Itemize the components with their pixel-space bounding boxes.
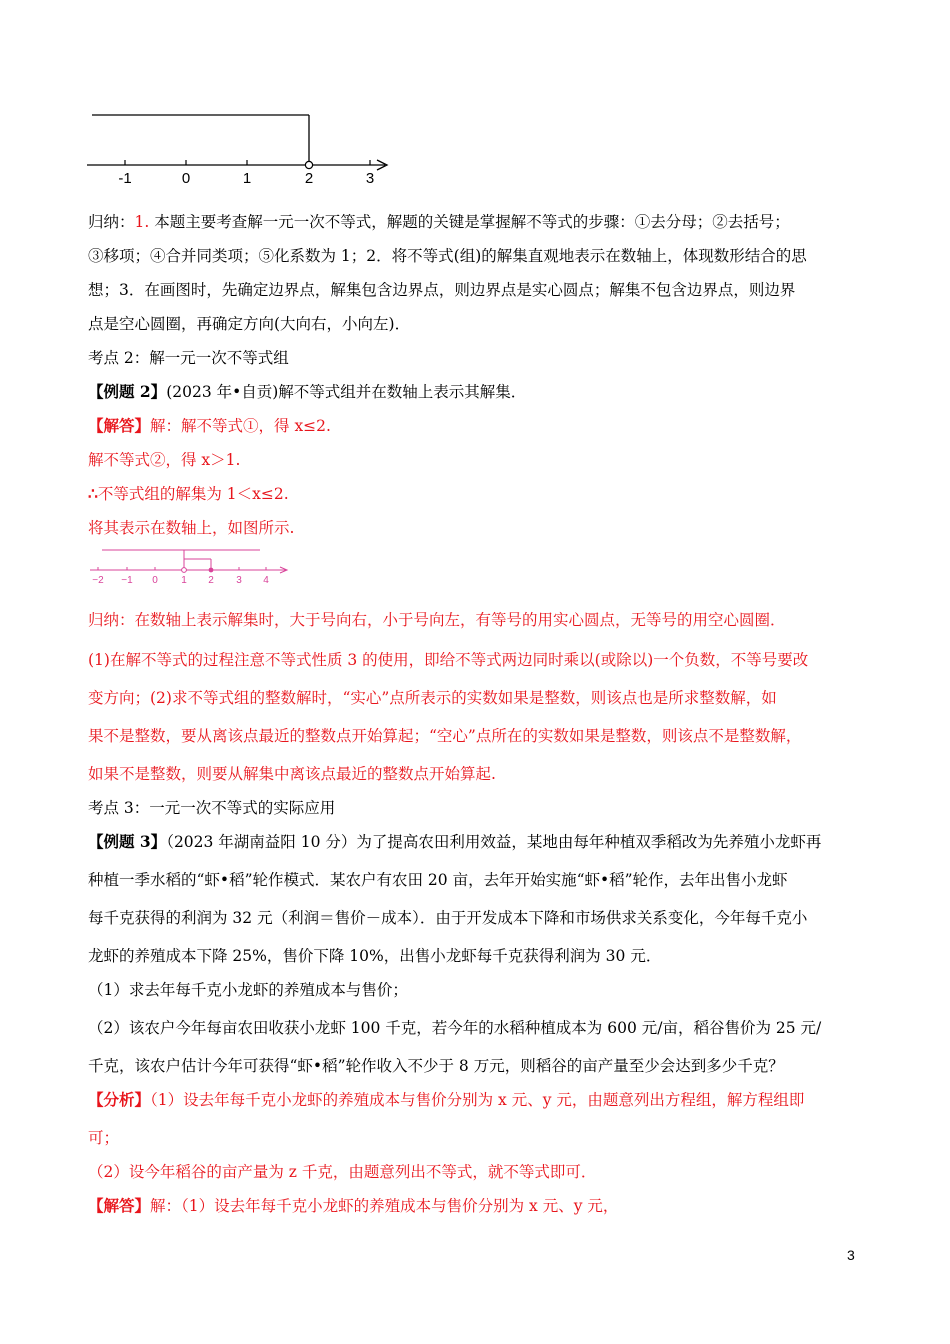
text-line xyxy=(88,980,910,1000)
text-line xyxy=(88,212,910,232)
tick-label: 1 xyxy=(242,170,252,187)
tick-label: 3 xyxy=(236,575,242,586)
text-segment: 【解答】 xyxy=(88,416,151,435)
text-line xyxy=(88,650,910,670)
text-segment: 【分析】 xyxy=(88,1090,151,1109)
text-segment: （2）该农户今年每亩农田收获小龙虾 100 千克，若今年的水稻种植成本为 600 元/亩，稻谷售价为 25 元/ xyxy=(88,1019,822,1037)
text-line xyxy=(88,870,910,890)
text-segment: 本题主要考查解一元一次不等式，解题的关键是掌握解不等式的步骤：①去分母；②去括号； xyxy=(149,213,790,231)
text-segment: 解不等式②，得 x＞1. xyxy=(88,451,241,469)
text-segment: （2）设今年稻谷的亩产量为 z 千克，由题意列出不等式，就不等式即可． xyxy=(88,1163,597,1181)
text-line xyxy=(88,1162,910,1182)
text-line xyxy=(88,348,910,368)
open-endpoint xyxy=(182,568,187,573)
text-segment: 归纳： xyxy=(88,213,135,231)
text-segment: 【例题 3】 xyxy=(88,832,167,851)
text-segment: 1. xyxy=(134,213,150,231)
text-segment: 不等式组的解集为 1＜x≤2. xyxy=(97,485,289,503)
text-line xyxy=(88,484,910,504)
text-line xyxy=(88,832,910,852)
number-line-2 xyxy=(88,545,298,585)
text-segment: 如果不是整数，则要从解集中离该点最近的整数点开始算起. xyxy=(88,765,496,783)
text-line xyxy=(88,610,910,630)
tick-label: −2 xyxy=(92,575,104,586)
text-segment: 【例题 2】 xyxy=(88,382,167,401)
text-line xyxy=(88,518,910,538)
text-segment: 解：解不等式①，得 x≤2. xyxy=(150,417,331,435)
text-line xyxy=(88,1196,910,1216)
text-line xyxy=(88,908,910,928)
text-line xyxy=(88,1128,910,1148)
text-line xyxy=(88,416,910,436)
page-number: 3 xyxy=(847,1247,855,1263)
text-segment: 想；3．在画图时，先确定边界点，解集包含边界点，则边界点是实心圆点；解集不包含边界点，则边界 xyxy=(88,281,796,299)
text-segment: 解：（1）设去年每千克小龙虾的养殖成本与售价分别为 x 元、y 元， xyxy=(150,1197,619,1215)
text-line xyxy=(88,382,910,402)
tick-label: 0 xyxy=(152,575,158,586)
tick-label: 0 xyxy=(181,170,191,187)
text-segment: 考点 2：解一元一次不等式组 xyxy=(88,349,289,367)
tick-label: −1 xyxy=(121,575,133,586)
text-line xyxy=(88,314,910,334)
text-line xyxy=(88,280,910,300)
text-segment: （1）求去年每千克小龙虾的养殖成本与售价； xyxy=(88,981,408,999)
tick-label: 2 xyxy=(304,170,314,187)
tick-label: 3 xyxy=(365,170,375,187)
text-line xyxy=(88,450,910,470)
text-line xyxy=(88,726,910,746)
text-segment: ③移项；④合并同类项；⑤化系数为 1；2．将不等式(组)的解集直观地表示在数轴上，体现数形结合的思 xyxy=(88,247,807,265)
text-segment: （2023 年湖南益阳 10 分）为了提高农田利用效益，某地由每年种植双季稻改为先养殖小龙虾再 xyxy=(166,833,822,851)
text-segment: 果不是整数，要从离该点最近的整数点开始算起；“空心”点所在的实数如果是整数，则该点不是整数解， xyxy=(88,727,802,745)
text-line xyxy=(88,946,910,966)
tick-label: 4 xyxy=(263,575,269,586)
text-segment: 种植一季水稻的“虾•稻”轮作模式．某农户有农田 20 亩，去年开始实施“虾•稻”轮作，去年出售小龙虾 xyxy=(88,871,788,889)
text-segment: 龙虾的养殖成本下降 25%，售价下降 10%，出售小龙虾每千克获得利润为 30 元． xyxy=(88,947,662,965)
tick-label: 2 xyxy=(208,575,214,586)
text-segment: 【解答】 xyxy=(88,1196,151,1215)
text-segment: 变方向；(2)求不等式组的整数解时，“实心”点所表示的实数如果是整数，则该点也是所求整数解，如 xyxy=(88,689,777,707)
number-line-1 xyxy=(85,108,405,188)
text-segment: ∴ xyxy=(88,484,98,503)
text-line xyxy=(88,798,910,818)
open-endpoint xyxy=(305,161,312,168)
text-segment: 可； xyxy=(88,1129,120,1147)
text-segment: 每千克获得的利润为 32 元（利润＝售价－成本）．由于开发成本下降和市场供求关系变化，今年每千克小 xyxy=(88,909,808,927)
text-line xyxy=(88,764,910,784)
text-segment: 千克，该农户估计今年可获得“虾•稻”轮作收入不少于 8 万元，则稻谷的亩产量至少会达到多少千克？ xyxy=(88,1057,784,1075)
text-segment: 将其表示在数轴上，如图所示. xyxy=(88,519,295,537)
text-line xyxy=(88,246,910,266)
text-segment: (2023 年•自贡)解不等式组并在数轴上表示其解集． xyxy=(166,383,527,401)
text-segment: (1)在解不等式的过程注意不等式性质 3 的使用，即给不等式两边同时乘以(或除以)一个负数，不等号要改 xyxy=(88,651,809,669)
text-line xyxy=(88,1056,910,1076)
text-line xyxy=(88,1018,910,1038)
text-segment: 点是空心圆圈，再确定方向(大向右，小向左)． xyxy=(88,315,411,333)
text-line xyxy=(88,1090,910,1110)
closed-endpoint xyxy=(209,568,214,573)
tick-label: -1 xyxy=(118,170,132,187)
text-segment: 归纳：在数轴上表示解集时，大于号向右，小于号向左，有等号的用实心圆点，无等号的用空心圆圈． xyxy=(88,611,786,629)
tick-label: 1 xyxy=(181,575,187,586)
text-line xyxy=(88,688,910,708)
text-segment: 考点 3：一元一次不等式的实际应用 xyxy=(88,799,336,817)
text-segment: （1）设去年每千克小龙虾的养殖成本与售价分别为 x 元、y 元，由题意列出方程组，解方程组即 xyxy=(150,1091,805,1109)
